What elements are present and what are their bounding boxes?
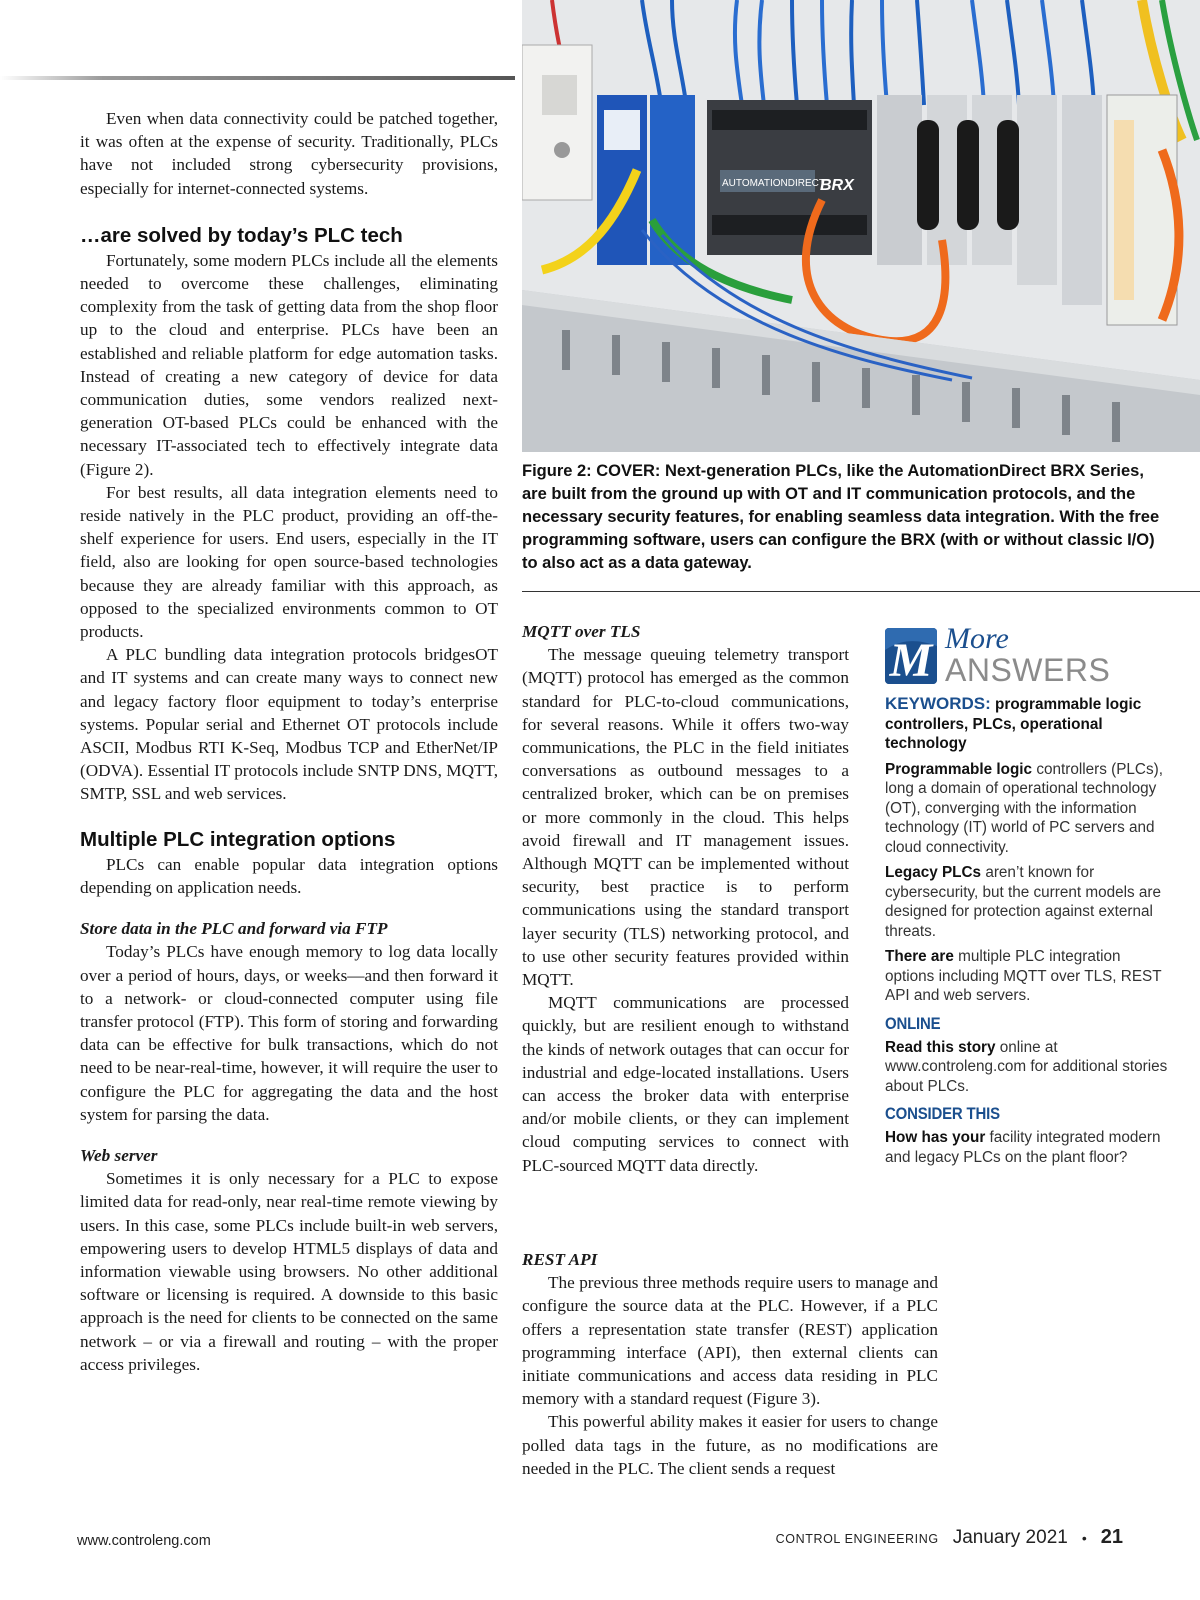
photo-brand-label: AUTOMATIONDIRECT [722, 178, 825, 189]
item2-text: aren’t known for cybersecurity, but the current models are designed for protection against external threats. [885, 864, 1162, 940]
footer-bullet: • [1081, 1530, 1087, 1546]
m-logo-letter: M [889, 634, 933, 684]
paragraph-mqtt-1: The message queuing telemetry transport (MQTT) protocol has emerged as the common standard for PLC-to-cloud communications, for several reasons. While it offers two-way communications, the PLC in the field initiates conversations as outbound messages to a centralized broker, which can be on premises or more commonly in the cloud. This helps avoid firewall and IT management issues. Although MQTT can be implemented without security, best practice is to perform communications using the standard transport layer security (TLS) networking protocol, and to use other security features provided within MQTT. [522, 645, 849, 990]
keywords-label: KEYWORDS: [885, 694, 991, 713]
consider-block [885, 1128, 1170, 1167]
paragraph-fortunately: Fortunately, some modern PLCs include all the elements needed to overcome these challenges, eliminating complexity from the task of getting data from the shop floor up to the cloud and enterprise. PLCs have been an established and reliable platform for edge automation tasks. Instead of creating a new category of device for data communication duties, some vendors realized next-generation OT-based PLCs could be enhanced with the necessary IT-associated tech to effectively integrate data (Figure 2). [80, 250, 498, 479]
item3-lead: There are [885, 948, 954, 965]
paragraph-best-results: For best results, all data integration elements need to reside natively in the PLC product, providing an off-the-shelf experience for users. End users, especially in the IT field, also are looking for open source-based technologies because they are already familiar with this approach, as opposed to the specialized environments common to OT products. [80, 482, 498, 642]
rest-api-section [522, 1248, 938, 1480]
more-answers-logo [885, 622, 1170, 692]
cover-photo-plc [522, 0, 1200, 452]
heading-rest-api: REST API [522, 1250, 598, 1269]
page-number: 21 [1100, 1526, 1123, 1548]
item1-text: controllers (PLCs), long a domain of operational technology (OT), converging with the information technology (IT) world of PC servers and cloud connectivity. [885, 760, 1163, 856]
paragraph-ftp: Today’s PLCs have enough memory to log data locally over a period of hours, days, or weeks—and then forward it to a network- or cloud-connected computer using file transfer protocol (FTP). This form of storing and forwarding data can be effective for bulk transactions, which do not need to be near-real-time, however, it will require the user to configure the PLC for aggregating the data and the host system for parsing the data. [80, 942, 498, 1124]
sidebar-item-3 [885, 947, 1170, 1006]
consider-heading: CONSIDER THIS [885, 1104, 1000, 1123]
figure-caption: Figure 2: COVER: Next-generation PLCs, like the AutomationDirect BRX Series, are built from the ground up with OT and IT communication protocols, and the necessary security features, for enabling seamless data integration. With the free programming software, users can configure the BRX (with or without classic I/O) to also act as a data gateway. [522, 462, 1160, 572]
online-block [885, 1038, 1170, 1097]
footer-publication: CONTROL ENGINEERING [775, 1532, 939, 1546]
paragraph-rest-1: The previous three methods require users to manage and configure the source data at the PLC. However, if a PLC offers a representation state transfer (REST) application programming interface (API), then external clients can initiate communications and access data residing in PLC memory with a standard request (Figure 3). [522, 1273, 938, 1409]
header-rule [0, 76, 515, 80]
caption-rule [522, 591, 1200, 592]
footer-website: www.controleng.com [77, 1533, 211, 1549]
paragraph-bundling: A PLC bundling data integration protocols bridgesOT and IT systems and can create many ways to connect new and legacy factory floor equipment to today’s enterprise systems. Popular serial and Ethernet OT protocols include ASCII, Modbus RTI K-Seq, Modbus TCP and EtherNet/IP (ODVA). Essential IT protocols include SNTP DNS, MQTT, SMTP, SSL and web services. [80, 645, 498, 804]
online-heading: ONLINE [885, 1013, 941, 1033]
plc-illustration [522, 0, 1200, 452]
online-lead: Read this story [885, 1038, 996, 1056]
heading-web-server: Web server [80, 1145, 158, 1165]
consider-text: facility integrated modern and legacy PLCs on the plant floor? [885, 1129, 1161, 1166]
more-answers-sidebar [885, 622, 1170, 1173]
intro-paragraph: Even when data connectivity could be patched together, it was often at the expense of security. Traditionally, PLCs have not included strong cybersecurity provisions, especially for internet-connected systems. [80, 109, 498, 198]
item1-lead: Programmable logic [885, 760, 1033, 778]
heading-mqtt: MQTT over TLS [522, 622, 641, 641]
logo-answers-text: ANSWERS [945, 652, 1111, 688]
footer-folio [776, 1526, 1123, 1549]
logo-more-text: More [945, 622, 1009, 655]
footer-date: January 2021 [952, 1527, 1068, 1548]
photo-model-label: BRX [820, 177, 854, 194]
keywords-block [885, 694, 1170, 754]
item2-lead: Legacy PLCs [885, 864, 982, 881]
heading-ftp: Store data in the PLC and forward via FTP [80, 919, 388, 939]
item3-text: multiple PLC integration options including MQTT over TLS, REST API and web servers. [885, 948, 1162, 1004]
paragraph-mqtt-2: MQTT communications are processed quickly, but are resilient enough to withstand the kinds of network outages that can occur for industrial and edge-located installations. Users can access the broker data with enterprise and/or mobile clients, or they can implement cloud computing services to connect with PLC-sourced MQTT data directly. [522, 993, 849, 1175]
heading-multiple-options: Multiple PLC integration options [80, 827, 396, 851]
sidebar-item-1 [885, 760, 1170, 858]
middle-column [522, 620, 849, 1177]
left-column [80, 107, 498, 1376]
sidebar-item-2 [885, 863, 1170, 941]
paragraph-rest-2: This powerful ability makes it easier for users to change polled data tags in the future, as no modifications are needed in the PLC. The client sends a request [522, 1412, 938, 1478]
online-text: online at www.controleng.com for additional stories about PLCs. [885, 1038, 1168, 1095]
paragraph-plcs-can: PLCs can enable popular data integration options depending on application needs. [80, 854, 498, 897]
consider-lead: How has your [885, 1129, 986, 1146]
heading-solved: …are solved by today’s PLC tech [80, 223, 403, 247]
m-logo-icon [885, 628, 937, 684]
paragraph-web-server: Sometimes it is only necessary for a PLC to expose limited data for read-only, near real-time remote viewing by users. In this case, some PLCs include built-in web servers, empowering users to develop HTML5 displays of data and information viewable using browsers. No other additional software or licensing is required. A downside to this basic approach is the need for clients to be connected on the same network – or via a firewall and routing – with the proper access privileges. [80, 1169, 498, 1374]
keywords-text: programmable logic controllers, PLCs, operational technology [885, 696, 1142, 752]
